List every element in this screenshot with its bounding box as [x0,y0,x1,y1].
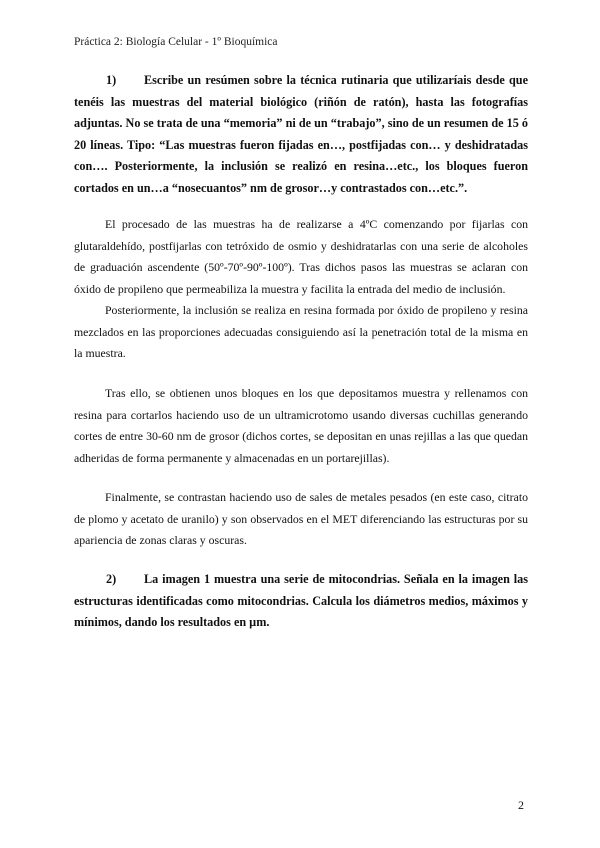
answer-paragraph-3: Tras ello, se obtienen unos bloques en los que depositamos muestra y rellenamos con resina para cortarlos haciendo uso de un ultramicrotomo usando diversas cuchillas generando cortes de entre 30-60 nm de grosor (dichos cortes, se depositan en unas rejillas a las que quedan adheridas de forma permanente y almacenadas en un portarejillas). [74,386,528,465]
page-number: 2 [518,798,524,812]
answer-paragraph-4: Finalmente, se contrastan haciendo uso de sales de metales pesados (en este caso, citrato de plomo y acetato de uranilo) y son observados en el MET diferenciando las estructuras por su apariencia de zonas claras y oscuras. [74,490,528,547]
question-1-text: Escribe un resúmen sobre la técnica rutinaria que utilizaríais desde que tenéis las muestras del material biológico (riñón de ratón), hasta las fotografías adjuntas. No se trata de una “memoria” ni de un “trabajo”, sino de un resumen de 15 ó 20 líneas. Tipo: “Las muestras fueron fijadas en…, postfijadas con… y deshidratadas con…. Posteriormente, la inclusión se realizó en resina…etc., los bloques fueron cortados en un…a “nosecuantos” nm de grosor…y contrastados con…etc.”. [74,73,528,195]
question-2-number: 2) [106,572,117,586]
question-1 [74,70,528,199]
question-1-number: 1) [106,73,117,87]
answer-paragraph-1: El procesado de las muestras ha de realizarse a 4ºC comenzando por fijarlas con glutaraldehído, postfijarlas con tetróxido de osmio y deshidratarlas con una serie de alcoholes de graduación ascendente (50º-70º-90º-100º). Tras dichos pasos las muestras se aclaran con óxido de propileno que permeabiliza la muestra y facilita la entrada del medio de inclusión. [74,217,528,296]
answer-paragraph-2: Posteriormente, la inclusión se realiza en resina formada por óxido de propileno y resina mezclados en las proporciones adecuadas consiguiendo así la penetración total de la misma en la muestra. [74,303,528,360]
question-2-text: La imagen 1 muestra una serie de mitocondrias. Señala en la imagen las estructuras identificadas como mitocondrias. Calcula los diámetros medios, máximos y mínimos, dando los resultados en µm. [74,572,528,629]
page-header: Práctica 2: Biología Celular - 1º Bioquímica [74,36,278,48]
question-2 [74,569,528,634]
